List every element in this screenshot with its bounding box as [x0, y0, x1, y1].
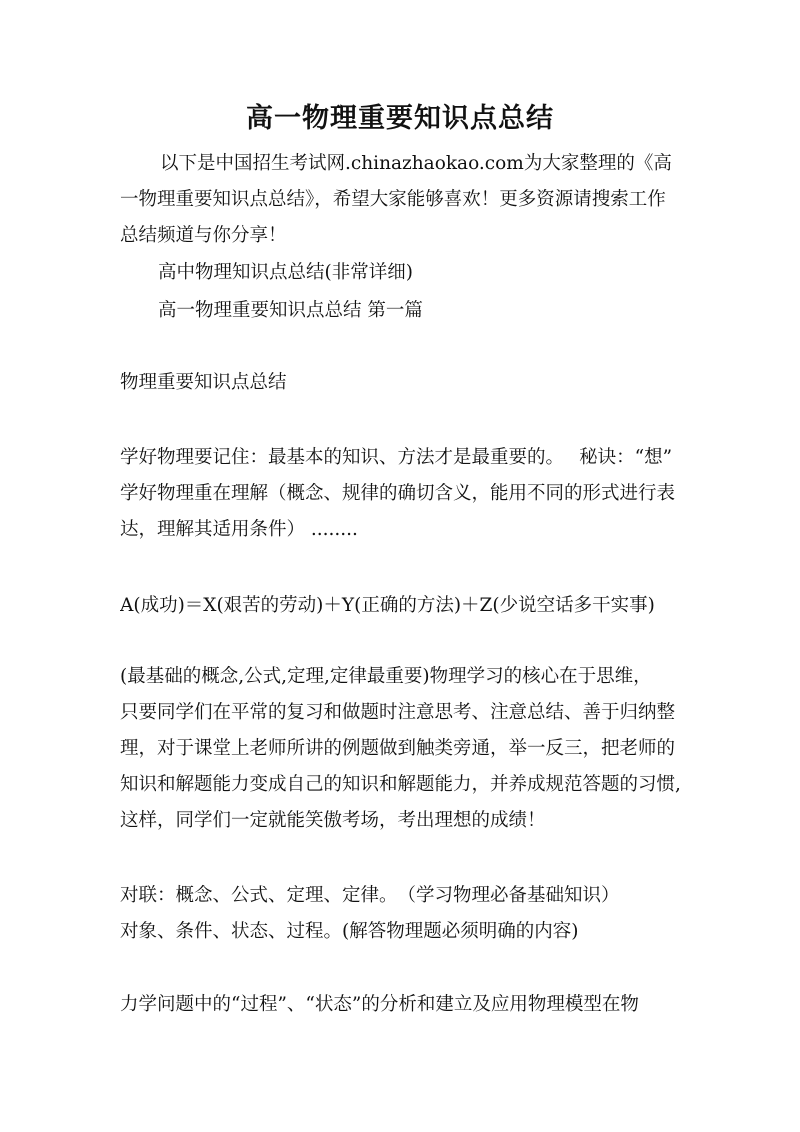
paragraph-line: 这样，同学们一定就能笑傲考场，考出理想的成绩！ — [120, 810, 546, 831]
paragraph-line: 力学问题中的“过程”、“状态”的分析和建立及应用物理模型在物 — [120, 994, 639, 1015]
paragraph-line: (最基础的概念,公式,定理,定律最重要)物理学习的核心在于思维， — [120, 666, 652, 687]
paragraph-line: 理，对于课堂上老师所讲的例题做到触类旁通，举一反三，把老师的 — [120, 738, 676, 759]
paragraph-4 — [120, 987, 688, 1023]
related-link-2-text[interactable]: 高一物理重要知识点总结 第一篇 — [158, 300, 423, 321]
formula-text: A(成功)＝X(艰苦的劳动)＋Y(正确的方法)＋Z(少说空话多干实事) — [120, 595, 655, 616]
related-link-1-text[interactable]: 高中物理知识点总结(非常详细) — [158, 262, 413, 283]
paragraph-line: 对象、条件、状态、过程。(解答物理题必须明确的内容) — [120, 921, 579, 942]
paragraph-line: 知识和解题能力变成自己的知识和解题能力，并养成规范答题的习惯, — [120, 774, 681, 795]
formula-line — [120, 588, 688, 624]
intro-line: 一物理重要知识点总结》，希望大家能够喜欢！更多资源请搜索工作 — [120, 189, 666, 210]
intro-line: 总结频道与你分享！ — [120, 225, 287, 246]
section-heading — [120, 365, 688, 401]
intro-line: 以下是中国招生考试网.chinazhaokao.com为大家整理的《高 — [160, 153, 672, 174]
paragraph-line: 达，理解其适用条件） ........ — [120, 519, 358, 540]
intro-paragraph — [120, 146, 688, 254]
paragraph-3 — [120, 878, 688, 950]
paragraph-line: 只要同学们在平常的复习和做题时注意思考、注意总结、善于归纳整 — [120, 702, 676, 723]
paragraph-line: 学好物理要记住：最基本的知识、方法才是最重要的。 秘诀：“想” — [120, 447, 673, 468]
paragraph-1 — [120, 440, 688, 548]
paragraph-line: 学好物理重在理解（概念、规律的确切含义，能用不同的形式进行表 — [120, 483, 676, 504]
paragraph-2 — [120, 659, 688, 839]
page-title: 高一物理重要知识点总结 — [246, 103, 554, 134]
paragraph-line: 对联：概念、公式、定理、定律。 （学习物理必备基础知识） — [120, 885, 620, 906]
related-link-1[interactable] — [120, 255, 688, 291]
section-heading-text: 物理重要知识点总结 — [120, 372, 287, 393]
related-link-2[interactable] — [120, 293, 688, 329]
